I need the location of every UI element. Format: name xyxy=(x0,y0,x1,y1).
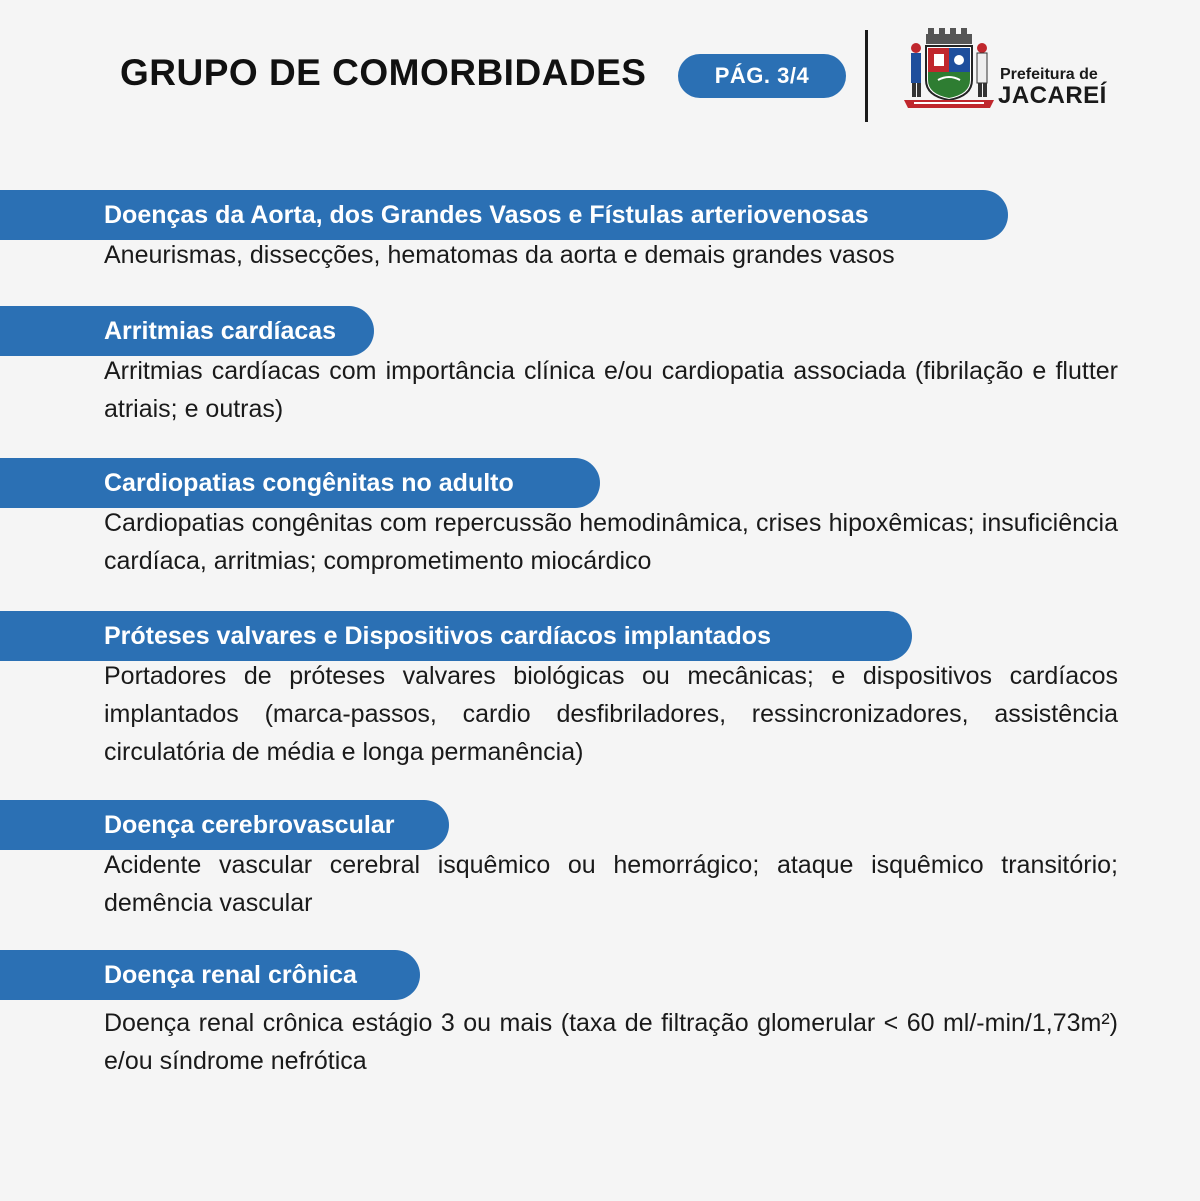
left-supporter-figure xyxy=(911,43,921,97)
header-divider xyxy=(865,30,868,122)
logo-prefeitura-text: Prefeitura de xyxy=(1000,66,1098,83)
section-description-cardiopatias: Cardiopatias congênitas com repercussão hemodinâmica, crises hipoxêmicas; insuficiência cardíaca, arritmias; comprometimento miocárdico xyxy=(104,509,1118,575)
section-heading-proteses xyxy=(0,611,912,661)
page-indicator-label: PÁG. 3/4 xyxy=(714,63,810,88)
crown-icon xyxy=(926,28,972,44)
section-description-proteses: Portadores de próteses valvares biológicas ou mecânicas; e dispositivos cardíacos implantados (marca-passos, cardio desfibriladores, ressincronizadores, assistência circulatória de média e longa permanência) xyxy=(104,662,1118,766)
section-heading-renal xyxy=(0,950,420,1000)
right-supporter-figure xyxy=(977,43,987,97)
section-description-aorta: Aneurismas, dissecções, hematomas da aorta e demais grandes vasos xyxy=(104,241,895,269)
section-heading-aorta xyxy=(0,190,1008,240)
section-heading-cerebrovascular xyxy=(0,800,449,850)
section-heading-label: Arritmias cardíacas xyxy=(104,316,337,345)
section-heading-label: Cardiopatias congênitas no adulto xyxy=(104,468,514,497)
shield-icon xyxy=(926,46,972,100)
section-heading-label: Próteses valvares e Dispositivos cardíacos implantados xyxy=(104,621,771,650)
section-heading-label: Doenças da Aorta, dos Grandes Vasos e Fístulas arteriovenosas xyxy=(104,200,869,229)
section-description-arritmias: Arritmias cardíacas com importância clínica e/ou cardiopatia associada (fibrilação e flutter atriais; e outras) xyxy=(104,357,1118,423)
section-heading-arritmias xyxy=(0,306,374,356)
section-description-renal: Doença renal crônica estágio 3 ou mais (taxa de filtração glomerular < 60 ml/-min/1,73m²) e/ou síndrome nefrótica xyxy=(104,1009,1118,1075)
section-heading-cardiopatias xyxy=(0,458,600,508)
section-description-cerebrovascular: Acidente vascular cerebral isquêmico ou hemorrágico; ataque isquêmico transitório; demência vascular xyxy=(104,851,1118,917)
page-indicator-badge xyxy=(678,54,846,98)
section-heading-label: Doença cerebrovascular xyxy=(104,810,395,839)
ribbon-banner xyxy=(904,100,994,108)
section-heading-label: Doença renal crônica xyxy=(104,960,357,989)
logo-city-name: JACAREÍ xyxy=(998,82,1107,109)
page-title: GRUPO DE COMORBIDADES xyxy=(120,52,647,93)
